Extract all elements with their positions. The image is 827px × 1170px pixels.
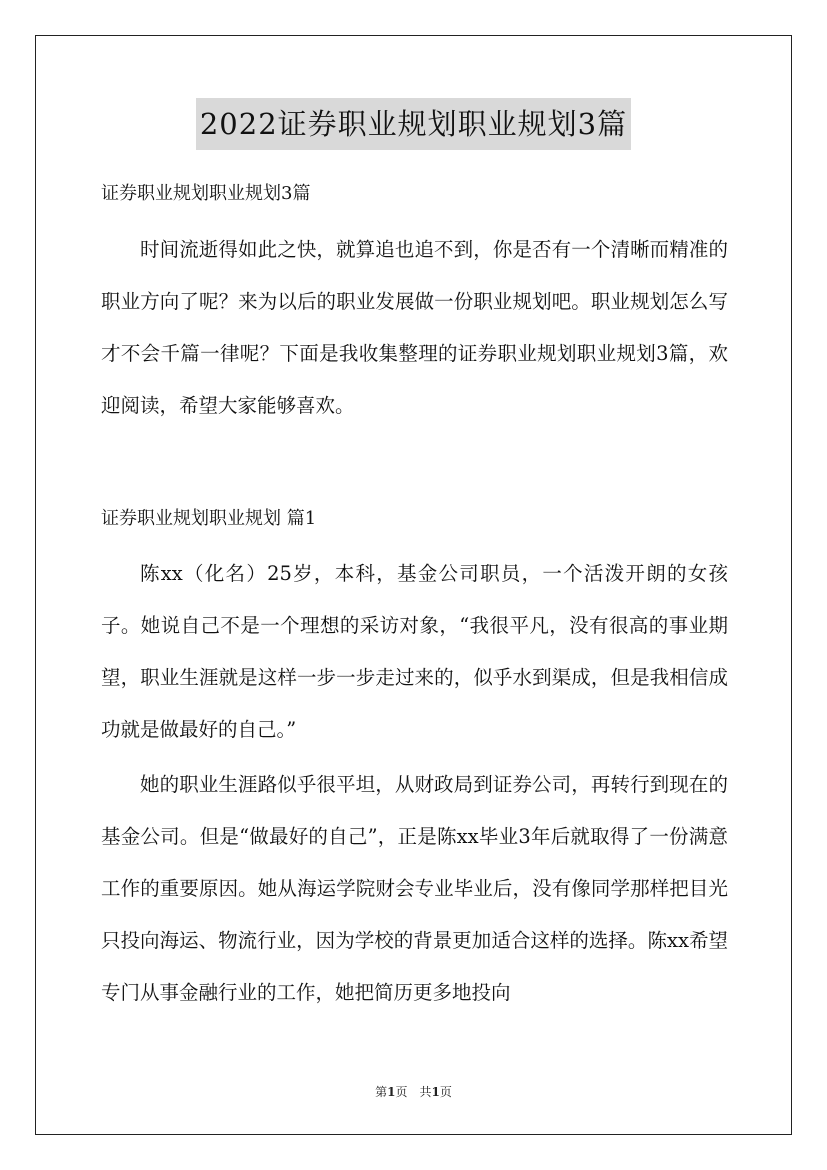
footer-suffix: 页 <box>439 1085 452 1099</box>
footer-total-pages: 1 <box>431 1085 440 1099</box>
section-heading: 证券职业规划职业规划 篇1 <box>101 508 317 529</box>
title-container <box>0 98 827 150</box>
footer-mid: 页 共 <box>395 1085 432 1099</box>
footer-current-page: 1 <box>387 1085 396 1099</box>
intro-paragraph: 时间流逝得如此之快，就算追也追不到，你是否有一个清晰而精准的职业方向了呢？来为以后的职业发展做一份职业规划吧。职业规划怎么写才不会千篇一律呢？下面是我收集整理的证券职业规划职业规划3篇，欢迎阅读，希望大家能够喜欢。 <box>101 238 728 417</box>
page-footer <box>0 1083 827 1101</box>
body-paragraph-1: 陈xx（化名）25岁，本科，基金公司职员，一个活泼开朗的女孩子。她说自己不是一个理想的采访对象，“我很平凡，没有很高的事业期望，职业生涯就是这样一步一步走过来的，似乎水到渠成，但是我相信成功就是做最好的自己。” <box>101 562 728 741</box>
document-subtitle: 证券职业规划职业规划3篇 <box>101 183 311 204</box>
document-title: 2022证券职业规划职业规划3篇 <box>196 98 631 150</box>
body-paragraph-2: 她的职业生涯路似乎很平坦，从财政局到证券公司，再转行到现在的基金公司。但是“做最好的自己”，正是陈xx毕业3年后就取得了一份满意工作的重要原因。她从海运学院财会专业毕业后，没有像同学那样把目光只投向海运、物流行业，因为学校的背景更加适合这样的选择。陈xx希望专门从事金融行业的工作，她把简历更多地投向 <box>101 773 728 1004</box>
footer-prefix: 第 <box>375 1085 388 1099</box>
